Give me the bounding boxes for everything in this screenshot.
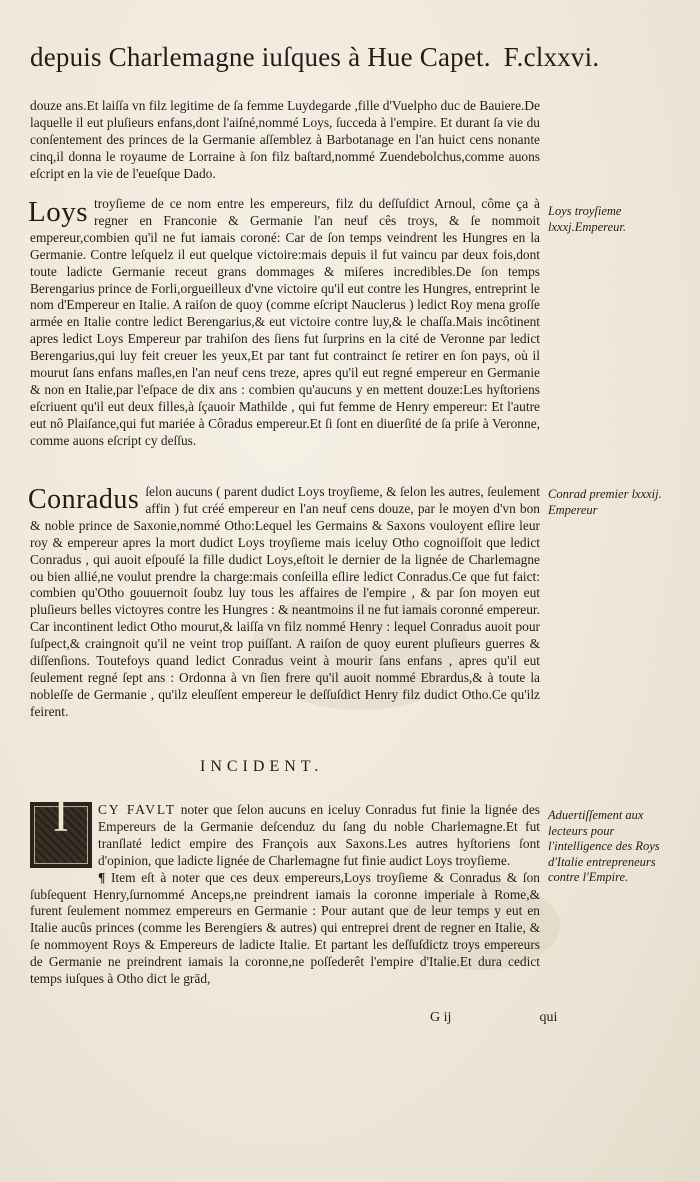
loys-section bbox=[30, 196, 540, 450]
running-header bbox=[30, 42, 670, 88]
page-footer bbox=[430, 1010, 680, 1026]
incident-section bbox=[30, 789, 540, 988]
margin-note-loys: Loys troyſieme lxxxj.Empereur. bbox=[548, 204, 626, 234]
incident-first-word: CY FAVLT bbox=[98, 802, 177, 817]
margin-note-incident: Aduertiſſement aux lecteurs pour l'intelligence des Roys d'Italie entrepreneurs contre l'Empire. bbox=[548, 808, 660, 884]
top-paragraph-block bbox=[30, 98, 540, 183]
incident-second-text: Item eſt à noter que ces deux empereurs,Loys troyſieme & Conradus & ſon ſubſequent Henry,ſurnommé Anceps,ne preindrent iamais la coronne imperiale à Rome,& furent ſeulement nommez empereurs en Germanie : Pour autant que de leur temps y eut en Italie aucûs princes (comme les Berengiers & autres) qui entreprei drent de regner en Italie, & ſe nommoyent Roys & Empereurs de ladicte Italie. Et partant les deſſuſdictz troys empereurs de Germanie ne preindrent iamais la coronne,ne poſſederêt l'empire d'Italie.Et dura cedict temps iuſques à Otho dict le grād, bbox=[30, 869, 540, 987]
margin-note-conradus: Conrad premier lxxxij. Empereur bbox=[548, 487, 662, 517]
conradus-text: ſelon aucuns ( parent dudict Loys troyſieme, & ſelon les autres, ſeulement affin ) fut créé empereur en l'an neuf cens douze, par le moyen d'vn bon & noble prince de Saxonie,nommé Otho:Lequel les Germains & Saxons vouloyent eſlire leur roy & empereur apres la mort dudict Loys troyſieme mais iceluy Otho cognoiſſoit que ledict Conradus , qui auoit eſpouſé la fille dudict Loys,eſtoit le dernier de la lignée de Charlemagne ou bien allié,ne voulut prendre la charge:mais conſeilla eſlire ledict Conradus.Ce que fut faict: combien qu'Otho gouuernoit ſoubz luy tous les affaires de l'empire , & par ſon moyen eut pluſieurs belles victoyres contre les Hungres : & neantmoins il ne fut iamais coronné empereur. Car incontinent ledict Otho mourut,& laiſſa vn filz nommé Henry : lequel Conradus auoit pour ſuſpect,& craingnoit qu'il ne veint trop puiſſant. A raiſon de quoy eurent pluſieurs guerres & diſſenſions. Toutefoys quand ledict Conradus veint à mourir ſans enfans , apres qu'il eut ſeulement regné ſept ans : Ordonna à vn ſien frere qu'il auoit nommé Ebrardus,& à toute la nobleſſe de Germanie , qu'ilz eleuſſent empereur le deſſuſdict Henry filz dudict Otho.Ce qu'ilz feirent. bbox=[30, 484, 540, 719]
section-name-loys: Loys bbox=[28, 196, 88, 228]
top-paragraph: douze ans.Et laiſſa vn filz legitime de ſa femme Luydegarde ,fille d'Vuelpho duc de Bauiere.De laquelle il eut pluſieurs enfans,dont l'aiſné,nommé Loys, ſucceda à l'empire. Et durant ſa vie du conſentement des princes de la Germanie aſſemblez à Barbotanage en l'an huict cens nonante cinq,il donna le royaume de Lorraine à ſon filz baſtard,nommé Zuendebolchus,comme auons eſcript en la vie de l'eueſque Dado. bbox=[30, 98, 540, 181]
catchword: qui bbox=[539, 1010, 558, 1025]
incident-text: noter que ſelon aucuns en iceluy Conradus fut finie la lignée des Empereurs de la Germanie deſcenduz du ſang du noble Charlemagne.Et fut tranſlaté ledict empire des François aux Saxons.Les autres hyſtoriens ſont d'opinion, que ladicte lignée de Charlemagne fut finie audict Loys troyſieme. bbox=[98, 802, 540, 868]
loys-text: troyſieme de ce nom entre les empereurs, filz du deſſuſdict Arnoul, côme ça à regner en Franconie & Germanie l'an neuf cês troys, & ſe nommoit empereur,combien qu'il ne fut iamais coroné: Car de ſon temps veindrent les Hungres en la Germanie. Contre leſquelz il eut quelque victoire:mais depuis il fut vaincu par deux fois,dont toute ladicte Germanie receut grans dommages & miſeres incredibles.De ſon temps Berengarius prince de Forli,orgueilleux d'vne victoire qu'il eut contre les Hungres, entreprint le nom d'Empereur en Italie. A raiſon de quoy (comme eſcript Nauclerus ) ledict Roy mena groſſe armée en Italie contre ledict Berengarius,& eut victoire contre luy,& le chaſſa.Mais incôtinent apres ledict Loys Empereur par trahiſon des ſiens fut ſurprins en la cité de Veronne par ledict Berengarius,qui luy feit creuer les yeux,Et par tant fut contrainct ſe retirer en ſon pays, où il mourut ſans enfans maſles,en l'an neuf cens treze, apres qu'il eut regné empereur en Germanie & non en Italie,par l'eſpace de dix ans : combien qu'aucuns y en mettent douze:Les hyſtoriens eſcriuent qu'il eut deux filles,à ſçauoir Mathilde , qui fut femme de Henry empereur: Et l'autre eut nô Plaiſance,qui fut mariée à Côradus empereur.Et ſi ſont en diuerſité de ſa priſe à Veronne, comme auons eſcript cy deſſus. bbox=[30, 196, 540, 448]
signature-mark: G ij bbox=[430, 1010, 452, 1025]
folio-number: F.clxxvi. bbox=[503, 42, 600, 72]
section-name-conradus: Conradus bbox=[28, 484, 140, 515]
decorated-initial bbox=[30, 789, 92, 868]
initial-letter: I bbox=[53, 789, 69, 842]
running-title: depuis Charlemagne iuſques à Hue Capet. bbox=[30, 42, 491, 72]
pilcrow-mark: ¶ bbox=[98, 869, 106, 885]
incident-heading: INCIDENT. bbox=[200, 758, 324, 775]
conradus-section bbox=[30, 484, 540, 721]
